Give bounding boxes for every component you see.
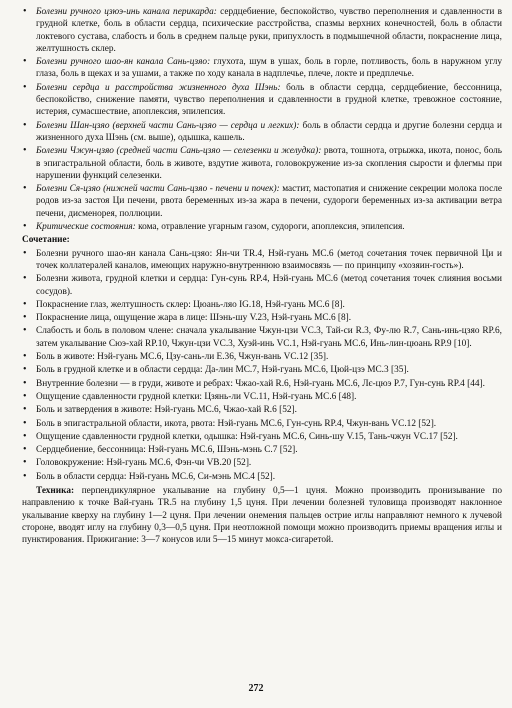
item-text: кома, отравление угарным газом, судороги, апоплексия, эпилепсия. [138,222,405,233]
page-text [22,6,502,546]
item-text: Болезни живота, грудной клетки и сердца: Гун-сунь RP.4, Нэй-гуань МС.6 (метод сочетания точек слияния восьми сосудов). [36,274,502,297]
item-term: Болезни Чжун-цзяо (средней части Сань-цзяо — селезенки и желудка): [36,146,322,157]
section-heading: Сочетание: [22,235,70,246]
list-item [22,444,502,456]
bullet-icon: • [23,325,27,337]
bullet-icon: • [23,457,27,469]
bullet-icon: • [23,119,27,131]
bullet-icon: • [23,81,27,93]
technique-lead: Техника: [36,485,75,496]
bullet-icon: • [23,56,27,68]
bullet-icon: • [23,444,27,456]
item-text: Ощущение сдавленности грудной клетки: Цзянь-ли VC.11, Нэй-гуань МС.6 [48]. [36,391,357,402]
bullet-icon: • [23,273,27,285]
list-item [22,145,502,182]
item-text: Покраснение лица, ощущение жара в лице: Шэнь-шу V.23, Нэй-гуань МС.6 [8]. [36,313,352,324]
item-text: Боль в грудной клетке и в области сердца: Да-лин МС.7, Нэй-гуань МС.6, Цюй-цзэ МС.3 [35]. [36,365,409,376]
item-term: Болезни сердца и расстройства жизненного духа Шэнь: [36,82,281,93]
list-item [22,457,502,469]
list-item [22,312,502,324]
item-text: сердцебиение, беспокойство, чувство переполнения и сдавленности в грудной клетке, боль в области сердца, психические расстройства, спазмы верхних конечностей, боль в области локтевого сустава, слабость и боль в среднем пальце руки, припухлость в подмышечной области, покраснение лица, желтушность склер. [36,7,502,54]
item-text: Внутренние болезни — в груди, животе и ребрах: Чжао-хай R.6, Нэй-гуань МС.6, Лє-цюэ P.7, Гун-сунь RP.4 [44]. [36,378,485,389]
item-text: Сердцебиение, бессонница: Нэй-гуань МС.6, Шэнь-мэнь C.7 [52]. [36,445,298,456]
diseases-list [22,6,502,233]
list-item [22,431,502,443]
list-item [22,351,502,363]
list-item [22,248,502,273]
bullet-icon: • [23,377,27,389]
item-text: глухота, шум в ушах, боль в горле, потливость, боль в наружном углу глаза, боль в щеках и за ушами, а также по ходу канала в надплечье, плече, локте и предплечье. [36,57,503,80]
bullet-icon: • [23,312,27,324]
item-text: Боль и затвердения в животе: Нэй-гуань МС.6, Чжао-хай R.6 [52]. [36,405,297,416]
bullet-icon: • [23,298,27,310]
bullet-icon: • [23,470,27,482]
bullet-icon: • [23,6,27,17]
bullet-icon: • [23,364,27,376]
item-term: Болезни ручного цзюэ-инь канала перикарда: [36,7,217,17]
item-text: Покраснение глаз, желтушность склер: Цюань-ляо IG.18, Нэй-гуань МС.6 [8]. [36,299,345,310]
item-text: Болезни ручного шао-ян канала Сань-цзяо: Ян-чи TR.4, Нэй-гуань МС.6 (метод сочетания точек первичной Ци и точек коллатералей каналов, имеющих наружно-внутреннюю взаимосвязь — по принципу «хозяин-гость»). [36,248,502,271]
item-text: боль в области сердца и другие болезни сердца и жизненного духа Шэнь (см. выше), одышка, кашель. [36,120,502,143]
technique-paragraph [22,485,502,546]
item-text: Боль в области сердца: Нэй-гуань МС.6, Си-мэнь МС.4 [52]. [36,471,276,482]
item-term: Болезни Ся-цзяо (нижней части Сань-цзяо - печени и почек): [36,184,280,195]
item-text: Боль в животе: Нэй-гуань МС.6, Цзу-сань-ли E.36, Чжун-вань VC.12 [35]. [36,352,329,363]
item-text: Боль в эпигастральной области, икота, рвота: Нэй-гуань МС.6, Гун-сунь RP.4, Чжун-вань VC.12 [52]. [36,418,437,429]
list-item [22,6,502,55]
item-term: Критические состояния: [36,222,136,233]
list-item [22,378,502,390]
technique-text: перпендикулярное укалывание на глубину 0,5—1 цуня. Можно производить пронизывание по направлению к точке Вай-гуань TR.5 на глубину 1,5 цуня. При лечении болезней туловища производят наклонное укалывание кверху на глубину 1—2 цуня. При лечении онемения пальцев острие иглы направляют немного к лучевой стороне, вводят иглу на глубину 0,3—0,5 цуня. При неотложной помощи можно производить приемы вращения иглы и пунктирования. Прижигание: 3—7 конусов или 5—15 минут мокса-сигаретой. [22,485,503,546]
list-item [22,471,502,483]
list-item [22,299,502,311]
bullet-icon: • [23,221,27,233]
list-item [22,82,502,119]
item-text: рвота, тошнота, отрыжка, икота, понос, боль в эпигастральной области, боль в животе, вздутие живота, головокружение из-за скопления сырости и флегмы при нарушении функций селезенки. [36,146,502,181]
item-text: Головокружение: Нэй-гуань МС.6, Фэн-чи VB.20 [52]. [36,458,252,469]
bullet-icon: • [23,404,27,416]
list-item [22,221,502,233]
list-item [22,183,502,220]
bullet-icon: • [23,390,27,402]
item-text: Слабость и боль в половом члене: сначала укалывание Чжун-цзи VC.3, Тай-си R.3, Фу-лю R.7, Сань-инь-цзяо RP.6, затем укалывание Сюэ-хай RP.10, Чжун-цзи VC.3, Хуэй-инь VC.1, Нэй-гуань МС.6, Инь-лин-цюань RP.9 [10]. [36,326,502,349]
list-item [22,364,502,376]
page-number: 272 [248,683,264,694]
bullet-icon: • [23,430,27,442]
item-term: Болезни Шан-цзяо (верхней части Сань-цзяо — сердца и легких): [36,120,300,131]
item-text: мастит, мастопатия и снижение секреции молока после родов из-за застоя Ци печени, рвота беременных из-за жара в печени, судороги беременных из-за активации ветра печени, дисменорея, поллюции. [36,184,503,219]
bullet-icon: • [23,417,27,429]
bullet-icon: • [23,145,27,157]
list-item [22,273,502,298]
list-item [22,120,502,145]
list-item [22,404,502,416]
bullet-icon: • [23,183,27,195]
item-text: боль в области сердца, сердцебиение, бессонница, беспокойство, снижение памяти, чувство переполнения и сдавленности в грудной клетке, тревожное состояние, истерия, сумасшествие, апоплексия, эпилепсия. [36,82,502,118]
list-item [22,56,502,81]
combination-list [22,248,502,483]
list-item [22,391,502,403]
list-item [22,418,502,430]
item-term: Болезни ручного шао-ян канала Сань-цзяо: [36,57,211,68]
item-text: Ощущение сдавленности грудной клетки, одышка: Нэй-гуань МС.6, Синь-шу V.15, Тань-чжун VC.17 [52]. [36,431,458,442]
bullet-icon: • [23,247,27,259]
list-item [22,325,502,350]
bullet-icon: • [23,351,27,363]
